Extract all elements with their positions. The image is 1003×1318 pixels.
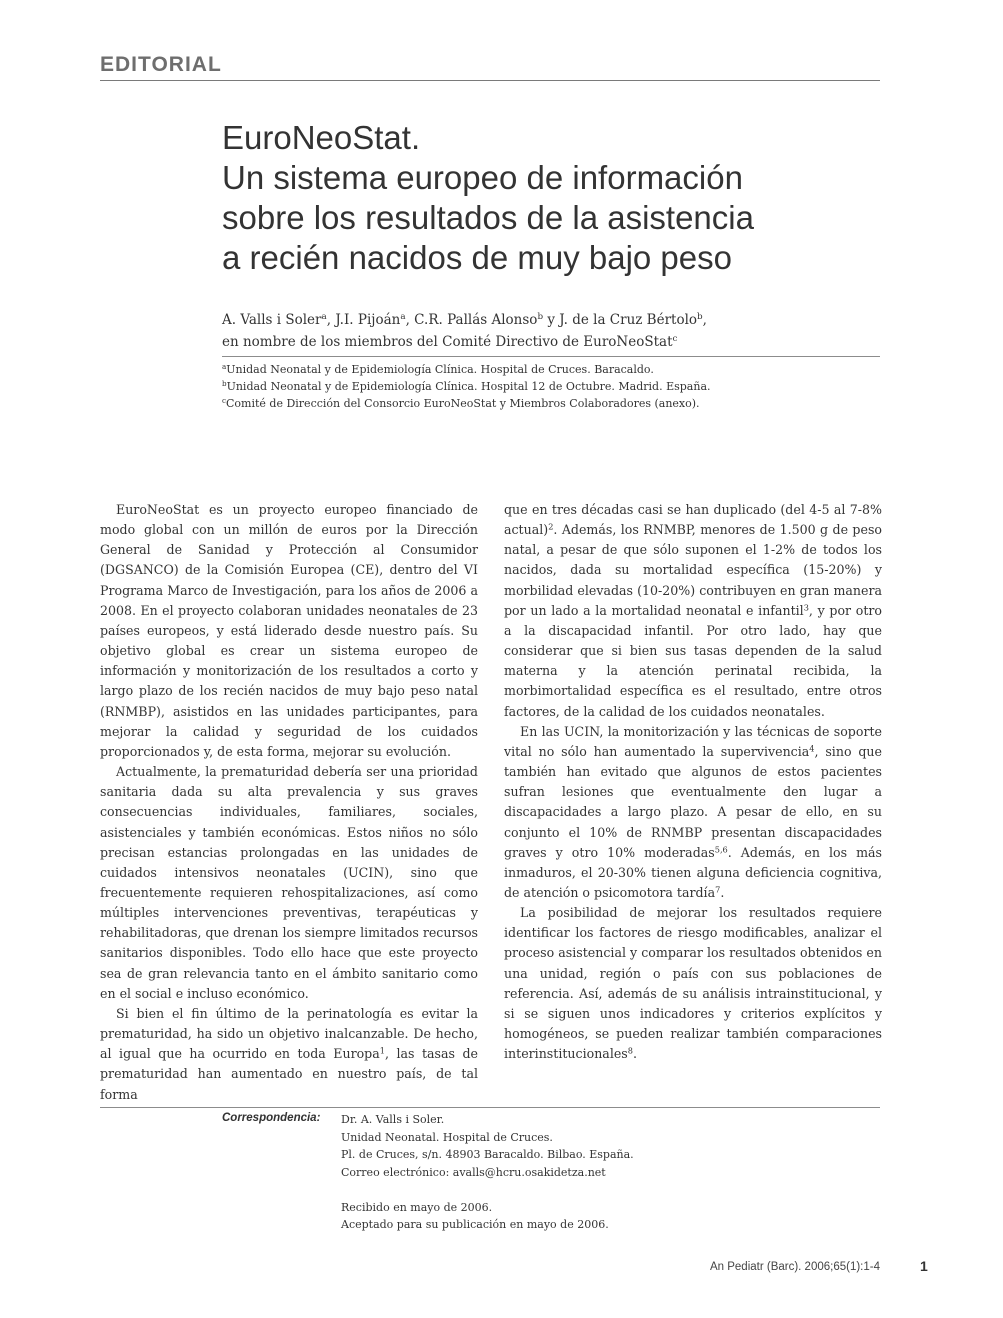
paragraph: Actualmente, la prematuridad debería ser una prioridad sanitaria dada su alta prevalencia y sus graves consecuencias individuales, familiares, sociales, asistenciales y también económicas. Estos niños no sólo precisan estancias prolongadas en las unidades de cuidados intensivos neonatales (UCIN), sino que frecuentemente requieren rehospitalizaciones, así como múltiples intervenciones preventivas, terapéuticas y rehabilitadoras, que drenan los siempre limitados recursos sanitarios disponibles. Todo ello hace que este proyecto sea de gran relevancia tanto en el ámbito sanitario como en el social e incluso económico.	[100, 764, 478, 1001]
paragraph-text: En las UCIN, la monitorización y las técnicas de soporte vital no sólo han aumentado la supervivencia	[504, 723, 882, 759]
author-group: en nombre de los miembros del Comité Directivo de EuroNeoStat	[222, 334, 673, 350]
body-column-right	[504, 500, 882, 1064]
paragraph-text: , las tasas de prematuridad han aumentado en nuestro país, de tal forma	[100, 1046, 478, 1102]
paragraph-text: , y por otro a la discapacidad infantil. Por otro lado, hay que considerar que si bien sus tasas dependen de la salud materna y la atención perinatal recibida, la morbimortalidad específica es el resultado, entre otros factores, de la calidad de los cuidados neonatales.	[504, 602, 882, 719]
reference-marker: 7	[715, 884, 721, 895]
affiliation-marker: b	[537, 312, 544, 323]
paragraph-text: . Además, en los más inmaduros, el 20-30% tienen alguna deficiencia cognitiva, de atención o psicomotora tardía	[504, 844, 882, 900]
paragraph-text: . Además, los RNMBP, menores de 1.500 g de peso natal, a pesar de que sólo suponen el 1-2% de todos los nacidos, dada su mortalidad específica (15-20%) y morbilidad elevadas (10-20%) contribuyen en gran manera por un lado a la mortalidad neonatal e infantil	[504, 522, 882, 618]
section-header	[100, 46, 880, 81]
reference-marker: 5,6	[714, 844, 728, 855]
affiliation-marker: c	[672, 334, 678, 345]
affiliation-marker: a	[321, 312, 327, 323]
received-date: Recibido en mayo de 2006.	[341, 1200, 493, 1214]
spacer	[341, 1181, 634, 1199]
affiliation-text: Unidad Neonatal y de Epidemiología Clínica. Hospital 12 de Octubre. Madrid. España.	[226, 380, 711, 393]
reference-marker: 8	[627, 1045, 633, 1056]
paragraph: EuroNeoStat es un proyecto europeo financiado de modo global con un millón de euros por la Dirección General de Sanidad y Protección al Consumidor (DGSANCO) de la Comisión Europea (CE), dentro del VI Programa Marco de Investigación, para los años de 2006 a 2008. En el proyecto colaboran unidades neonatales de 23 países europeos, y está liderado desde nuestro país. Su objetivo global es crear un sistema europeo de información y monitorización de los resultados a corto y largo plazo de los recién nacidos de muy bajo peso natal (RNMBP), asistidos en las unidades participantes, para mejorar la calidad y seguridad de los cuidados proporcionados y, de esta forma, mejorar su evolución.	[100, 502, 478, 759]
author-list	[222, 309, 882, 353]
paragraph	[504, 903, 882, 1064]
affiliation-marker: c	[222, 396, 226, 406]
reference-marker: 4	[809, 743, 815, 754]
affiliation-marker: a	[400, 312, 406, 323]
correspondence-label: Correspondencia:	[222, 1112, 321, 1124]
affiliation-marker: b	[222, 379, 227, 389]
reference-marker: 2	[548, 521, 554, 532]
paragraph-text: , sino que también han evitado que algunos de estos pacientes sufran lesiones que eventualmente den lugar a discapacidades a largo plazo. A pesar de ello, en su conjunto el 10% de RNMBP presentan discapacidades graves y otro 10% moderadas	[504, 743, 882, 860]
paragraph-text: La posibilidad de mejorar los resultados requiere identificar los factores de riesgo modificables, analizar el proceso asistencial y comparar los resultados obtenidos en una unidad, región o país con sus poblaciones de referencia. Así, además de su análisis intrainstitucional, y si se siguen unos indicadores y criterios explícitos y homogéneos, se pueden realizar también comparaciones interinstitucionales	[504, 905, 882, 1062]
section-label: EDITORIAL	[100, 53, 222, 76]
correspondence-divider	[100, 1107, 880, 1108]
affiliation-item	[222, 395, 882, 412]
correspondence-address: Pl. de Cruces, s/n. 48903 Baracaldo. Bilbao. España.	[341, 1148, 634, 1161]
article-title	[222, 118, 882, 278]
affiliation-list	[222, 361, 882, 412]
title-line-1: EuroNeoStat.	[222, 119, 421, 156]
paragraph	[100, 1004, 478, 1105]
body-column-left	[100, 500, 478, 1105]
paragraph-text: .	[720, 884, 725, 900]
author-name: , C.R. Pallás Alonso	[405, 312, 538, 328]
accepted-date: Aceptado para su publicación en mayo de 2006.	[341, 1218, 609, 1231]
title-line-2: Un sistema europeo de información	[222, 159, 743, 196]
affiliation-marker: a	[222, 362, 227, 372]
correspondence-unit: Unidad Neonatal. Hospital de Cruces.	[341, 1130, 553, 1144]
author-line-2	[222, 331, 882, 353]
author-line-1	[222, 309, 882, 331]
paragraph	[504, 722, 882, 903]
reference-marker: 1	[379, 1045, 385, 1056]
affiliation-marker: b	[697, 312, 703, 323]
correspondence-block	[341, 1111, 634, 1234]
affiliation-item	[222, 361, 882, 378]
affiliation-item	[222, 378, 882, 395]
paragraph-text: .	[632, 1046, 637, 1062]
author-name: , J.I. Pijoán	[326, 312, 401, 328]
affiliation-divider	[222, 356, 880, 357]
page-number: 1	[920, 1258, 928, 1274]
paragraph-text: que en tres décadas casi se han duplicado (del 4-5 al 7-8% actual)	[504, 502, 882, 538]
reference-marker: 3	[803, 602, 809, 613]
correspondence-name: Dr. A. Valls i Soler.	[341, 1113, 445, 1126]
correspondence-email: Correo electrónico: avalls@hcru.osakidetza.net	[341, 1165, 606, 1179]
title-line-4: a recién nacidos de muy bajo peso	[222, 239, 732, 276]
affiliation-text: Unidad Neonatal y de Epidemiología Clínica. Hospital de Cruces. Baracaldo.	[226, 363, 654, 376]
paragraph	[504, 500, 882, 722]
author-name: y J. de la Cruz Bértolo	[543, 312, 698, 328]
affiliation-text: Comité de Dirección del Consorcio EuroNeoStat y Miembros Colaboradores (anexo).	[226, 397, 700, 410]
author-name: A. Valls i Soler	[222, 312, 322, 328]
title-line-3: sobre los resultados de la asistencia	[222, 199, 754, 236]
paragraph-text: Si bien el fin último de la perinatología es evitar la prematuridad, ha sido un objetivo inalcanzable. De hecho, al igual que ha ocurrido en toda Europa	[100, 1005, 478, 1062]
journal-citation: An Pediatr (Barc). 2006;65(1):1-4	[709, 1261, 880, 1273]
author-punctuation: ,	[702, 312, 707, 328]
